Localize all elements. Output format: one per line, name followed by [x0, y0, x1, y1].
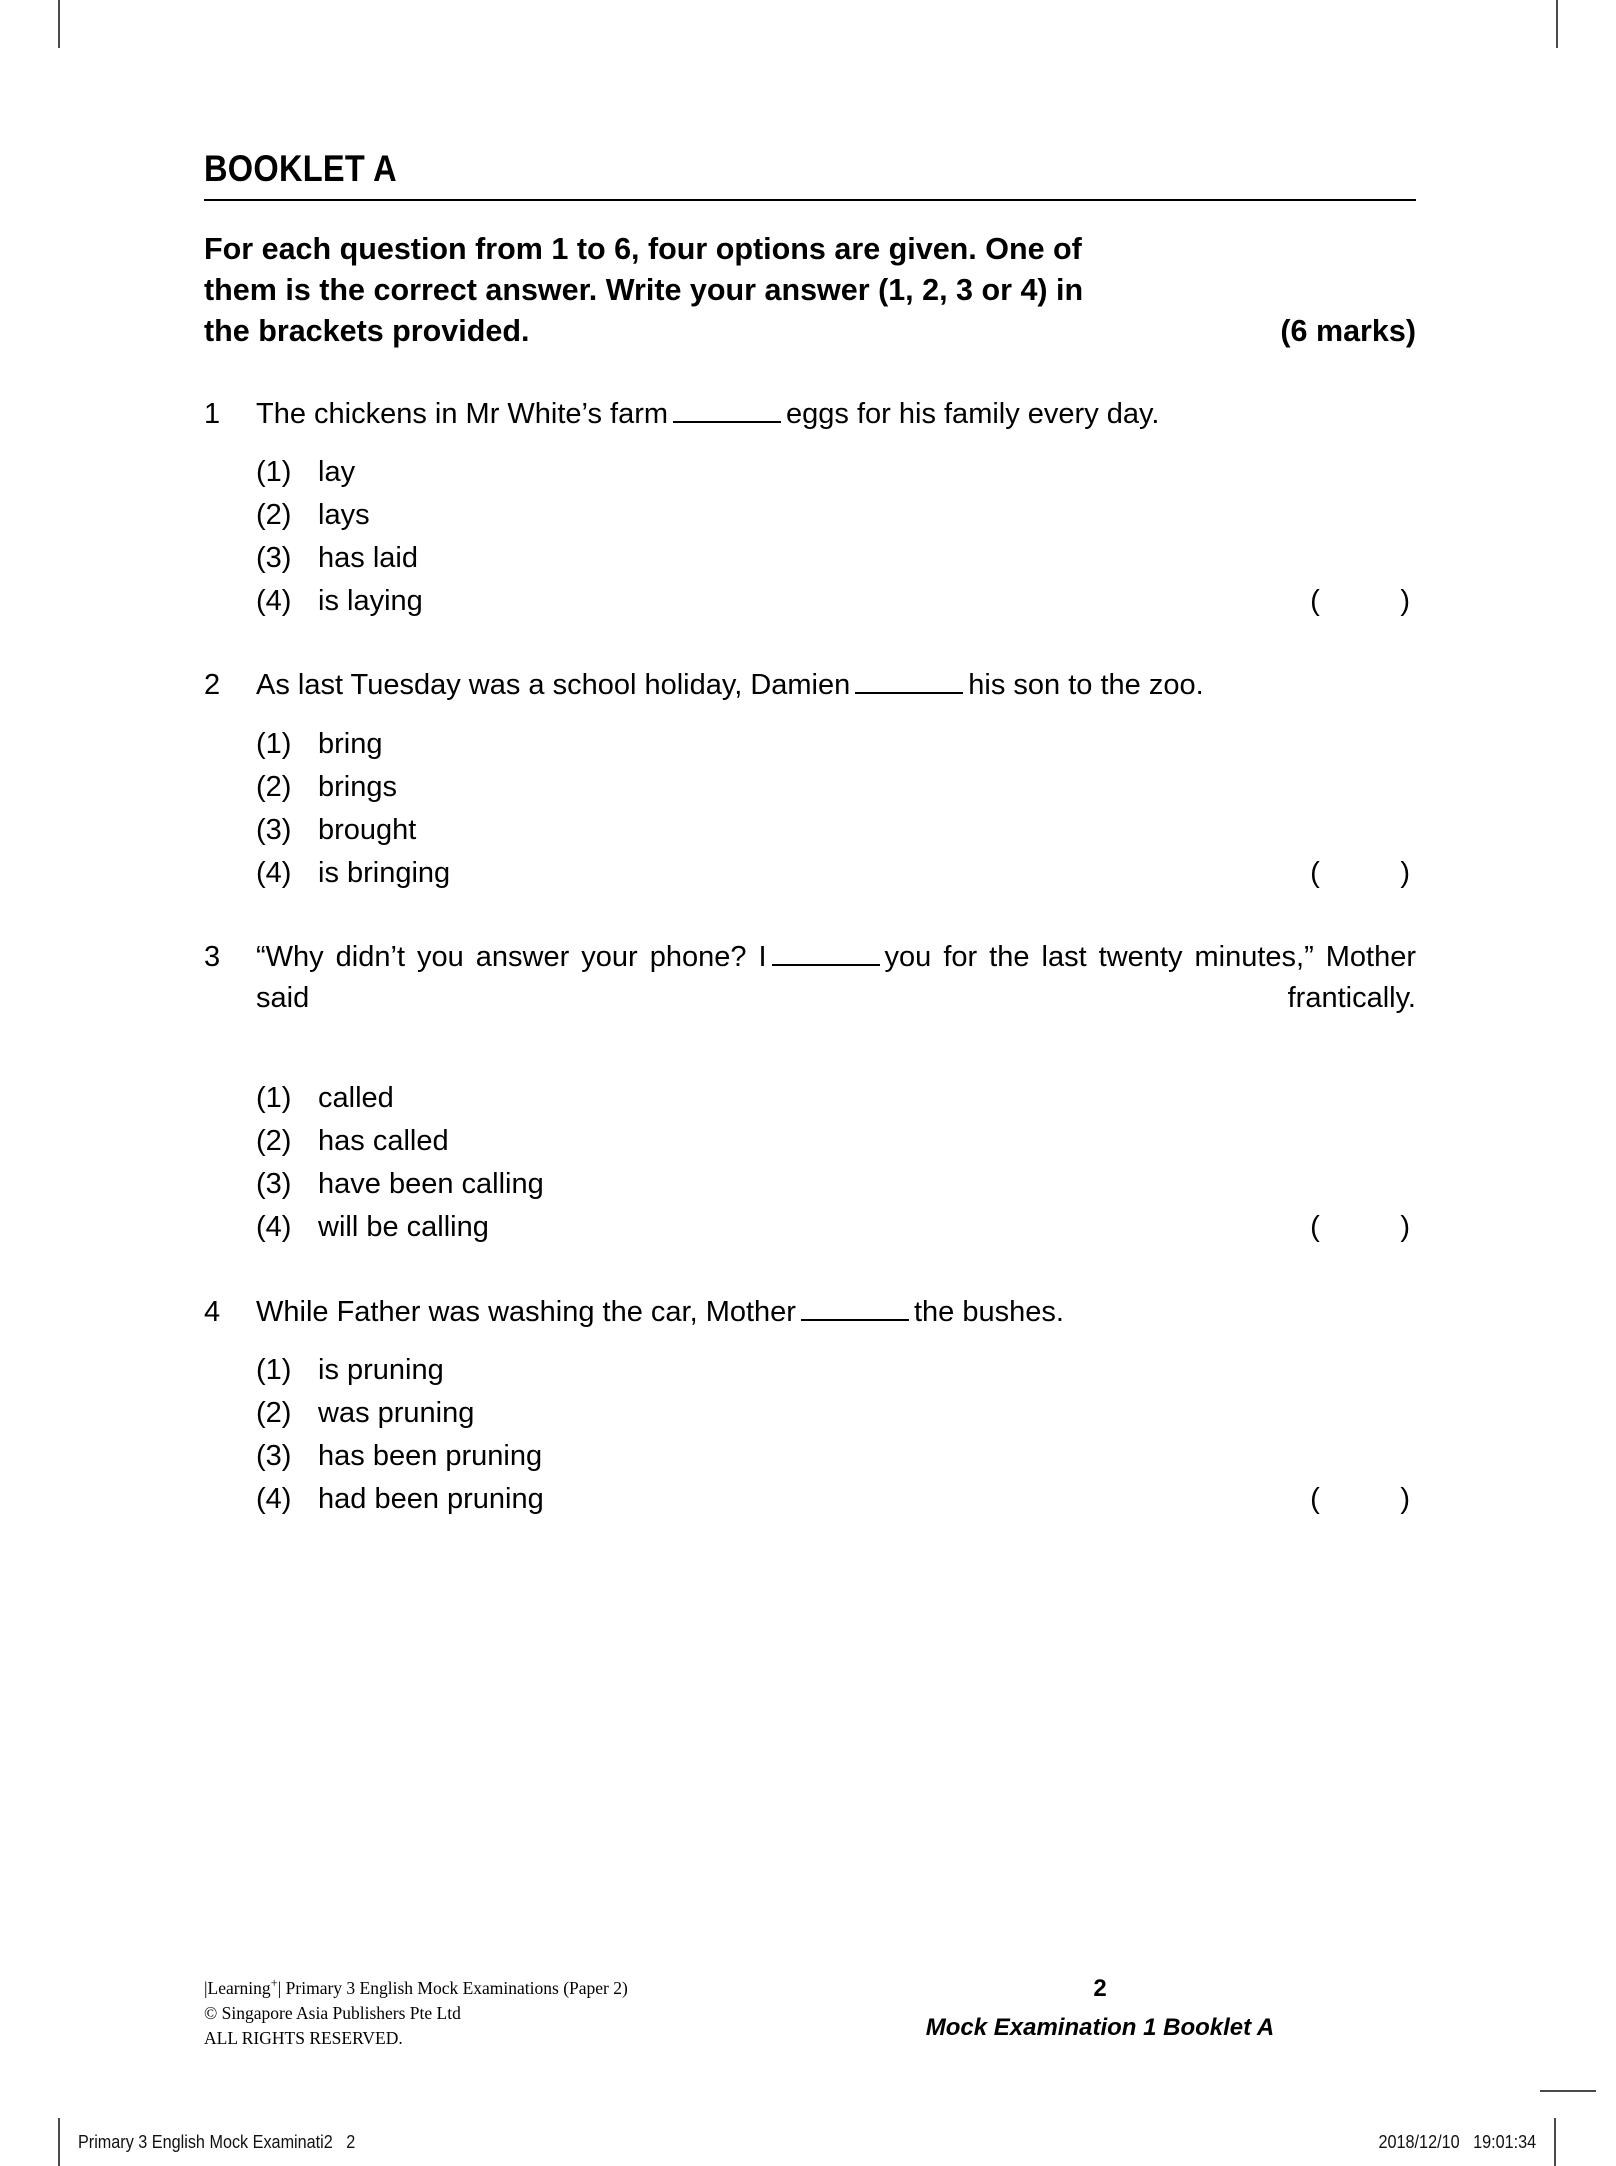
question-text	[256, 665, 1416, 706]
publisher-block	[204, 1975, 764, 2050]
option-row[interactable]	[256, 1120, 1416, 1163]
option-text: is bringing	[318, 857, 451, 890]
option-row[interactable]	[256, 809, 1416, 852]
option-text: bring	[318, 727, 383, 760]
answer-blank-rule	[673, 400, 781, 423]
instruction-line: For each question from 1 to 6, four options are given. One of	[204, 232, 1082, 266]
question-stem	[204, 937, 1416, 1061]
print-document-name: Primary 3 English Mock Examinati2 2	[78, 2131, 356, 2152]
option-label: (3)	[256, 542, 292, 575]
option-row[interactable]	[256, 1392, 1416, 1435]
answer-blank-rule	[801, 1298, 909, 1321]
question-item	[204, 394, 1416, 624]
option-label: (1)	[256, 1081, 292, 1114]
option-label: (3)	[256, 813, 292, 846]
option-list	[256, 723, 1416, 896]
crop-mark-top-left	[58, 0, 60, 48]
instruction-line: the brackets provided.	[204, 313, 530, 348]
option-label: (4)	[256, 585, 292, 618]
publisher-brand-post: | Primary 3 English Mock Examinations (Paper 2)	[277, 1977, 628, 1998]
question-text-before: The chickens in Mr White’s farm	[256, 397, 669, 430]
publisher-line	[204, 1975, 764, 2001]
answer-blank-rule	[772, 943, 880, 966]
option-text: brought	[318, 813, 417, 846]
print-bar-content	[58, 2118, 1556, 2166]
option-row[interactable]	[256, 1077, 1416, 1120]
question-text-before: “Why didn’t you answer your phone? I	[256, 941, 767, 974]
question-text-after: you for the last twenty minutes,” Mother said frantically.	[256, 941, 1416, 1015]
option-row[interactable]	[256, 580, 1416, 623]
title-divider	[204, 199, 1416, 201]
option-label: (2)	[256, 1396, 292, 1429]
option-list	[256, 1077, 1416, 1250]
option-label: (3)	[256, 1168, 292, 1201]
option-text: have been calling	[318, 1168, 544, 1201]
question-item	[204, 665, 1416, 895]
question-stem	[204, 665, 1416, 706]
option-label: (4)	[256, 1483, 292, 1516]
copyright-line: © Singapore Asia Publishers Pte Ltd	[204, 2002, 461, 2023]
option-row[interactable]	[256, 1163, 1416, 1206]
answer-bracket[interactable]: ( )	[1310, 585, 1410, 618]
crop-mark-top-right	[1556, 0, 1558, 48]
question-stem	[204, 394, 1416, 435]
instruction-last-line	[204, 311, 1416, 352]
instruction-line: them is the correct answer. Write your answer (1, 2, 3 or 4) in	[204, 272, 1084, 307]
question-number: 2	[204, 669, 221, 702]
option-text: has called	[318, 1124, 449, 1157]
option-label: (2)	[256, 498, 292, 531]
instructions-block	[204, 229, 1416, 352]
option-label: (2)	[256, 1124, 292, 1157]
option-text: is pruning	[318, 1353, 444, 1386]
option-row[interactable]	[256, 1435, 1416, 1478]
question-number: 1	[204, 397, 221, 430]
question-text	[256, 937, 1416, 1061]
option-row[interactable]	[256, 723, 1416, 766]
publisher-brand-sup: +	[270, 1976, 278, 1990]
option-row[interactable]	[256, 852, 1416, 895]
question-item	[204, 1292, 1416, 1522]
question-text-after: the bushes.	[913, 1295, 1064, 1328]
print-info-bar	[0, 2090, 1616, 2166]
option-label: (4)	[256, 857, 292, 890]
page-number: 2	[1093, 1975, 1107, 2002]
question-text-after: eggs for his family every day.	[786, 397, 1160, 430]
option-text: has laid	[318, 542, 418, 575]
option-row[interactable]	[256, 1478, 1416, 1521]
question-text-before: As last Tuesday was a school holiday, Damien	[256, 669, 851, 702]
option-text: called	[318, 1081, 394, 1114]
option-text: had been pruning	[318, 1483, 544, 1516]
option-label: (1)	[256, 455, 292, 488]
question-number: 4	[204, 1295, 221, 1328]
option-list	[256, 451, 1416, 624]
option-row[interactable]	[256, 494, 1416, 537]
question-text	[256, 1292, 1416, 1333]
option-text: is laying	[318, 585, 423, 618]
footer-caption: Mock Examination 1 Booklet A	[925, 2013, 1275, 2041]
option-row[interactable]	[256, 766, 1416, 809]
option-text: was pruning	[318, 1396, 475, 1429]
page-content	[204, 150, 1416, 1521]
option-text: brings	[318, 770, 397, 803]
option-label: (4)	[256, 1211, 292, 1244]
option-text: lay	[318, 455, 356, 488]
answer-blank-rule	[855, 672, 963, 695]
footer-center-block	[764, 1975, 1416, 2042]
option-label: (3)	[256, 1440, 292, 1473]
question-item	[204, 937, 1416, 1249]
question-stem	[204, 1292, 1416, 1333]
option-row[interactable]	[256, 451, 1416, 494]
option-text: will be calling	[318, 1211, 489, 1244]
page-title: BOOKLET A	[204, 148, 397, 189]
option-list	[256, 1349, 1416, 1522]
option-text: lays	[318, 498, 370, 531]
option-label: (1)	[256, 727, 292, 760]
question-text	[256, 394, 1416, 435]
option-label: (2)	[256, 770, 292, 803]
crop-mark-bottom-right	[1540, 2090, 1596, 2092]
option-label: (1)	[256, 1353, 292, 1386]
answer-bracket[interactable]: ( )	[1310, 857, 1410, 890]
question-text-after: his son to the zoo.	[968, 669, 1204, 702]
answer-bracket[interactable]: ( )	[1310, 1483, 1410, 1516]
option-text: has been pruning	[318, 1440, 543, 1473]
print-timestamp: 2018/12/10 19:01:34	[1378, 2131, 1536, 2152]
rights-line: ALL RIGHTS RESERVED.	[204, 2027, 403, 2048]
question-text-before: While Father was washing the car, Mother	[256, 1295, 796, 1328]
publisher-brand-pre: |Learning	[204, 1977, 271, 1998]
page-footer	[204, 1975, 1416, 2050]
question-number: 3	[204, 941, 221, 974]
marks-label: (6 marks)	[1280, 313, 1416, 348]
option-row[interactable]	[256, 537, 1416, 580]
answer-bracket[interactable]: ( )	[1310, 1211, 1410, 1244]
option-row[interactable]	[256, 1206, 1416, 1249]
option-row[interactable]	[256, 1349, 1416, 1392]
